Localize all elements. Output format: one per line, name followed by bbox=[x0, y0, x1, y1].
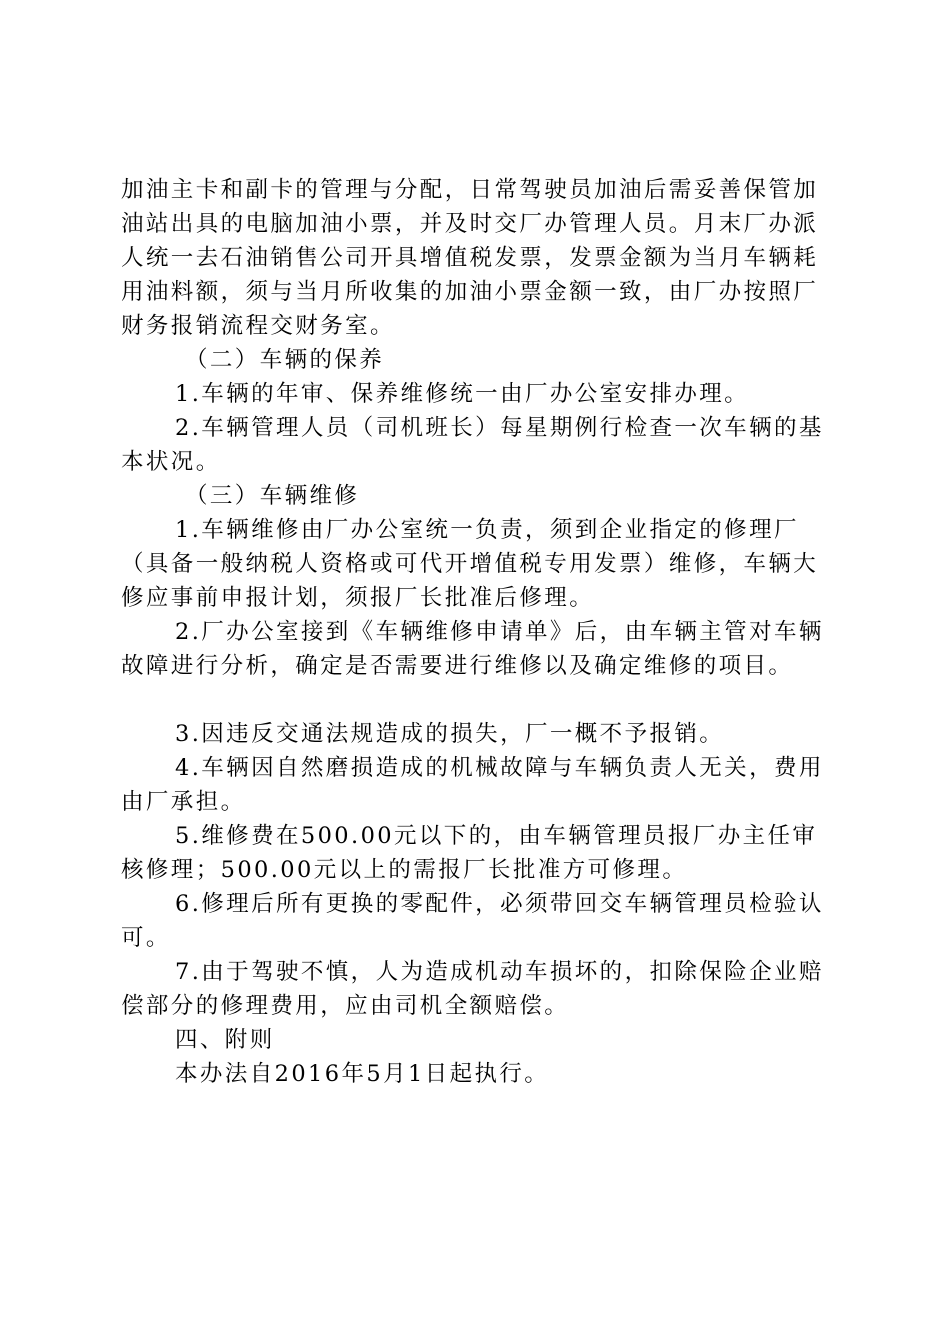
paragraph-maintenance-item-1: 1.车辆的年审、保养维修统一由厂办公室安排办理。 bbox=[175, 381, 750, 407]
paragraph-repair-item-4: 4.车辆因自然磨损造成的机械故障与车辆负责人无关，费用由厂承担。 bbox=[121, 755, 824, 815]
paragraph-repair-item-2: 2.厂办公室接到《车辆维修申请单》后，由车辆主管对车辆故障进行分析，确定是否需要进行维修以及确定维修的项目。 bbox=[121, 619, 824, 679]
paragraph-repair-item-7: 7.由于驾驶不慎，人为造成机动车损坏的，扣除保险企业赔偿部分的修理费用，应由司机全额赔偿。 bbox=[121, 959, 824, 1019]
section-heading-supplementary: 四、附则 bbox=[175, 1027, 275, 1053]
paragraph-repair-item-5: 5.维修费在500.00元以下的，由车辆管理员报厂办主任审核修理；500.00元以上的需报厂长批准方可修理。 bbox=[121, 823, 818, 883]
paragraph-effective-date: 本办法自2016年5月1日起执行。 bbox=[175, 1061, 550, 1087]
paragraph-repair-item-3: 3.因违反交通法规造成的损失，厂一概不予报销。 bbox=[175, 721, 725, 747]
section-heading-vehicle-repair: （三）车辆维修 bbox=[185, 483, 360, 509]
paragraph-fuel-card-management: 加油主卡和副卡的管理与分配，日常驾驶员加油后需妥善保管加油站出具的电脑加油小票，并及时交厂办管理人员。月末厂办派人统一去石油销售公司开具增值税发票，发票金额为当月车辆耗用油料额，须与当月所收集的加油小票金额一致，由厂办按照厂财务报销流程交财务室。 bbox=[121, 177, 819, 339]
paragraph-repair-item-1: 1.车辆维修由厂办公室统一负责，须到企业指定的修理厂（具备一般纳税人资格或可代开增值税专用发票）维修，车辆大修应事前申报计划，须报厂长批准后修理。 bbox=[121, 517, 819, 611]
paragraph-maintenance-item-2: 2.车辆管理人员（司机班长）每星期例行检查一次车辆的基本状况。 bbox=[121, 415, 824, 475]
document-body bbox=[121, 173, 841, 1091]
paragraph-repair-item-6: 6.修理后所有更换的零配件，必须带回交车辆管理员检验认可。 bbox=[121, 891, 824, 951]
section-heading-vehicle-maintenance: （二）车辆的保养 bbox=[185, 347, 385, 373]
